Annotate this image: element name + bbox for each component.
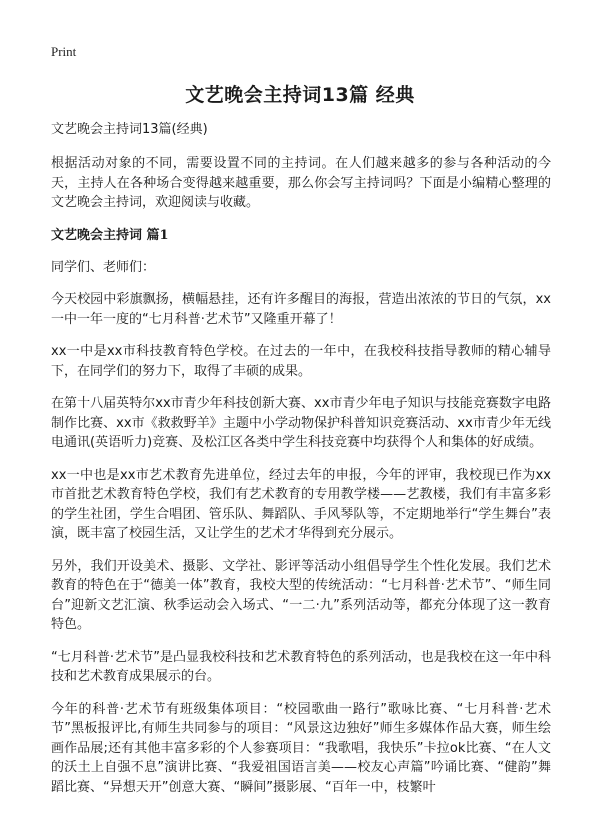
- paragraph: 今年的科普·艺术节有班级集体项目：“校园歌曲一路行”歌咏比赛、“七月科普·艺术节”黑板报评比,有师生共同参与的项目：“风景这边独好”师生多媒体作品大赛，师生绘画作品展;还有其他丰富多彩的个人参赛项目：“我歌唱，我快乐”卡拉ok比赛、“在人文的沃土上自强不息”演讲比赛、“我爱祖国语言美——校友心声篇”吟诵比赛、“健韵”舞蹈比赛、“异想天开”创意大赛、“瞬间”摄影展、“百年一中，枝繁叶: [51, 701, 551, 795]
- paragraph: xx一中是xx市科技教育特色学校。在过去的一年中，在我校科技指导教师的精心辅导下，在同学们的努力下，取得了丰硕的成果。: [51, 344, 551, 379]
- greeting-paragraph: 同学们、老师们：: [51, 259, 156, 275]
- print-link[interactable]: Print: [51, 44, 77, 59]
- section-heading: 文艺晚会主持词 篇1: [51, 227, 169, 243]
- paragraph: “七月科普·艺术节”是凸显我校科技和艺术教育特色的系列活动，也是我校在这一年中科技和艺术教育成果展示的台。: [51, 649, 551, 684]
- intro-paragraph: 根据活动对象的不同，需要设置不同的主持词。在人们越来越多的参与各种活动的今天，主持人在各种场合变得越来越重要，那么你会写主持词吗？下面是小编精心整理的文艺晚会主持词，欢迎阅读与收藏。: [51, 156, 551, 210]
- paragraph: xx一中也是xx市艺术教育先进单位，经过去年的申报，今年的评审，我校现已作为xx市首批艺术教育特色学校，我们有艺术教育的专用教学楼——艺教楼，我们有丰富多彩的学生社团，学生合唱团、管乐队、舞蹈队、手风琴队等，不定期地举行“学生舞台”表演，既丰富了校园生活，又让学生的艺术才华得到充分展示。: [51, 467, 551, 541]
- article-body: [51, 120, 551, 810]
- paragraph: 在第十八届英特尔xx市青少年科技创新大赛、xx市青少年电子知识与技能竞赛数字电路制作比赛、xx市《救救野羊》主题中小学动物保护科普知识竞赛活动、xx市青少年无线电通讯(英语听力)竞赛、及松江区各类中学生科技竞赛中均获得个人和集体的好成绩。: [51, 396, 551, 450]
- paragraph: 今天校园中彩旗飘扬，横幅悬挂，还有许多醒目的海报，营造出浓浓的节日的气氛，xx一中一年一度的“七月科普·艺术节”又隆重开幕了！: [51, 292, 551, 327]
- paragraph: 另外，我们开设美术、摄影、文学社、影评等活动小组倡导学生个性化发展。我们艺术教育的特色在于“德美一体”教育，我校大型的传统活动：“七月科普·艺术节”、“师生同台”迎新文艺汇演、秋季运动会入场式、“一二·九”系列活动等，都充分体现了这一教育特色。: [51, 558, 551, 632]
- page-title: 文艺晚会主持词13篇 经典: [185, 84, 415, 106]
- article-subtitle: 文艺晚会主持词13篇(经典): [51, 122, 208, 137]
